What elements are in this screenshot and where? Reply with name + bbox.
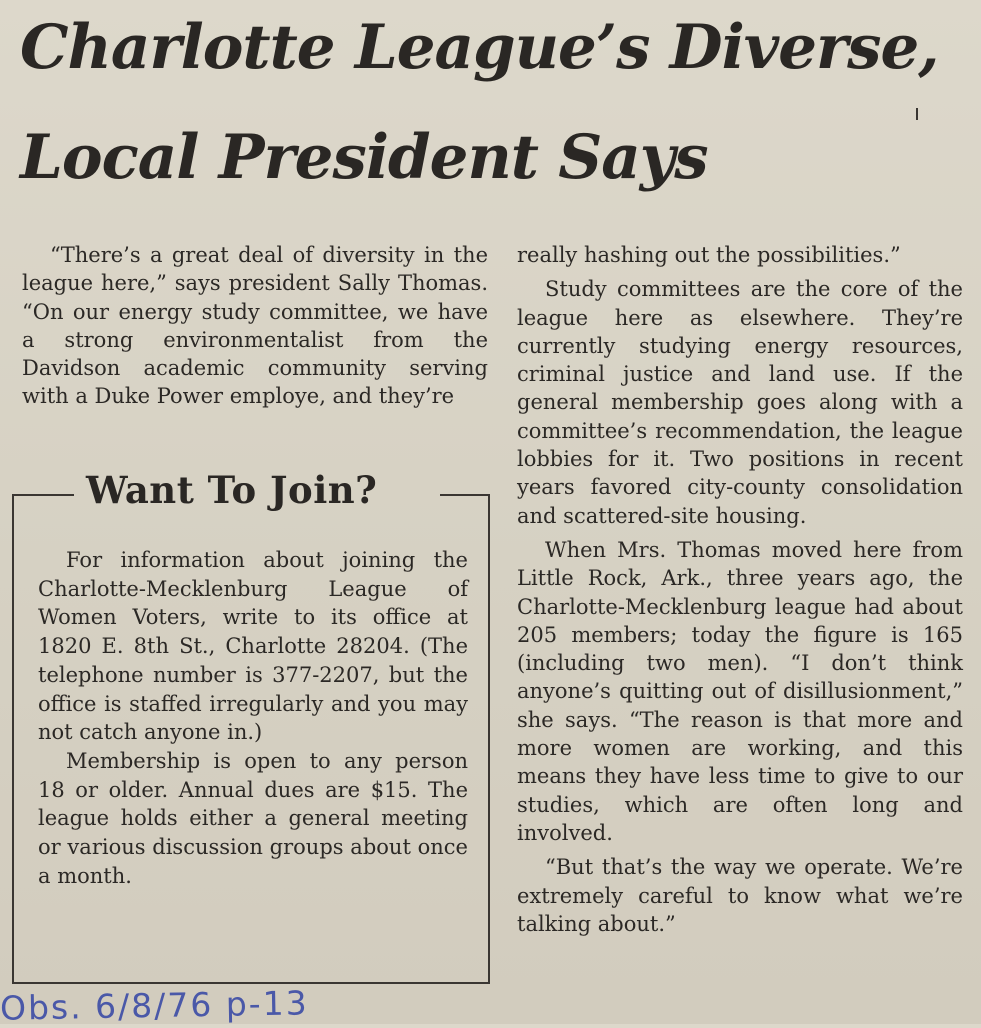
sidebar-top-rule-right [440,494,488,496]
left-paragraph-1: “There’s a great deal of diversity in the league here,” says president Sally Thomas. “On our energy study committee, we have a strong environmentalist from the Davidson academic community serving with a Duke Power employe, and they’re [22,243,488,409]
headline-line-1: Charlotte League’s Diverse, [20,12,939,83]
want-to-join-sidebar [12,468,490,984]
right-paragraph-2: Study committees are the core of the league here as elsewhere. They’re currently studying energy resources, criminal justice and land use. If the general membership goes along with a committee’s recommendation, the league lobbies for it. Two positions in recent years favored city-county consolidation and scattered-site housing. [517,277,963,528]
sidebar-top-rule-left [14,494,74,496]
handwritten-source-note: Obs. 6/8/76 p-13 [0,983,309,1028]
right-paragraph-4: “But that’s the way we operate. We’re extremely careful to know what we’re talking about.” [517,855,963,936]
headline-line-2: Local President Says [20,122,708,193]
sidebar-body [38,546,468,890]
right-column [517,241,963,938]
left-column [22,241,488,411]
right-paragraph-3: When Mrs. Thomas moved here from Little Rock, Ark., three years ago, the Charlotte-Mecklenburg league had about 205 members; today the figure is 165 (including two men). “I don’t think anyone’s quitting out of disillusionment,” she says. “The reason is that more and more women are working, and this means they have less time to give to our studies, which are often long and involved. [517,537,963,845]
print-speck [916,108,918,120]
right-continuation: really hashing out the possibilities.” [517,243,901,267]
sidebar-title: Want To Join? [86,468,378,512]
sidebar-paragraph-1: For information about joining the Charlotte-Mecklenburg League of Women Voters, write to its office at 1820 E. 8th St., Charlotte 28204. (The telephone number is 377-2207, but the office is staffed irregularly and you may not catch anyone in.) [38,548,468,745]
sidebar-paragraph-2: Membership is open to any person 18 or older. Annual dues are $15. The league holds either a general meeting or various discussion groups about once a month. [38,748,468,888]
